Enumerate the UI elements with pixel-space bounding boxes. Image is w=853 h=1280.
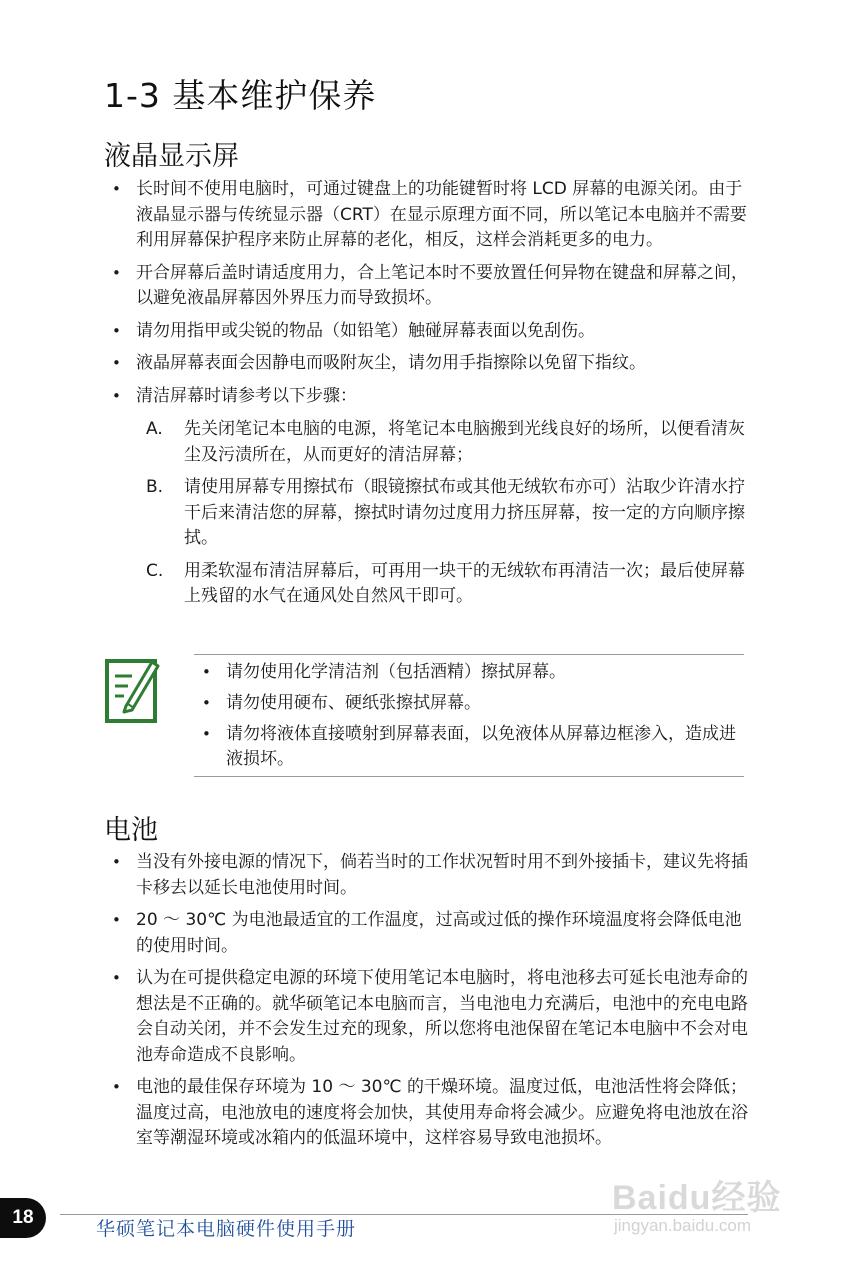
bullet-icon: • [112,969,121,987]
bullet-icon: • [202,694,211,712]
cleaning-steps-list [136,417,750,610]
page-number: 18 [0,1198,46,1238]
lcd-bullet-list [110,177,750,617]
list-item-text: 当没有外接电源的情况下，倘若当时的工作状况暂时用不到外接插卡，建议先将插卡移去以延长电池使用时间。 [136,852,748,898]
battery-section-heading: 电池 [104,815,158,846]
list-item [200,660,748,685]
list-item-text: 请勿使用硬布、硬纸张擦拭屏幕。 [226,693,481,713]
bullet-icon: • [112,853,121,871]
list-item [110,850,750,901]
list-item [200,691,748,716]
bullet-icon: • [202,663,211,681]
list-item-text: 请勿用指甲或尖锐的物品（如铅笔）触碰屏幕表面以免刮伤。 [136,320,595,341]
bullet-icon: • [202,725,211,743]
list-item [110,1075,750,1152]
list-item [110,908,750,959]
list-item [110,319,750,345]
bullet-icon: • [112,321,121,340]
baidu-watermark [612,1170,812,1260]
step-text: 请使用屏幕专用擦拭布（眼镜擦拭布或其他无绒软布亦可）沾取少许清水拧干后来清洁您的屏幕，擦拭时请勿过度用力挤压屏幕，按一定的方向顺序擦拭。 [184,477,745,548]
note-list [200,660,748,778]
list-item [110,351,750,377]
list-item-text: 请勿将液体直接喷射到屏幕表面，以免液体从屏幕边框渗入，造成进液损坏。 [226,724,736,769]
list-item-text: 请勿使用化学清洁剂（包括酒精）擦拭屏幕。 [226,662,566,682]
bullet-icon: • [112,911,121,929]
step-item [136,559,750,610]
list-item [200,722,748,772]
note-top-divider [194,654,744,655]
step-letter: B. [146,477,164,497]
footer-title: 华硕笔记本电脑硬件使用手册 [96,1218,357,1240]
bullet-icon: • [112,354,121,372]
step-text: 用柔软湿布清洁屏幕后，可再用一块干的无绒软布再清洁一次；最后使屏幕上残留的水气在通风处自然风干即可。 [184,560,745,606]
bullet-icon: • [112,1078,121,1096]
battery-bullet-list [110,850,750,1159]
list-item-text: 认为在可提供稳定电源的环境下使用笔记本电脑时，将电池移去可延长电池寿命的想法是不正确的。就华硕笔记本电脑而言，当电池电力充满后，电池中的充电电路会自动关闭，并不会发生过充的现象，所以您将电池保留在笔记本电脑中不会对电池寿命造成不良影响。 [136,968,748,1065]
list-item-text: 20 ～ 30℃ 为电池最适宜的工作温度，过高或过低的操作环境温度将会降低电池的使用时间。 [136,910,742,956]
bullet-icon: • [112,180,121,198]
watermark-url: jingyan.baidu.com [614,1216,752,1235]
note-bottom-divider [194,776,744,777]
list-item [110,384,750,610]
bullet-icon: • [112,386,121,405]
page-title: 1-3 基本维护保养 [104,76,377,115]
bullet-icon: • [112,263,121,282]
note-box [102,654,744,778]
step-item [136,475,750,552]
step-item [136,417,750,468]
list-item-text: 开合屏幕后盖时请适度用力，合上笔记本时不要放置任何异物在键盘和屏幕之间，以避免液晶屏幕因外界压力而导致损坏。 [136,262,748,308]
list-item-text: 电池的最佳保存环境为 10 ～ 30℃ 的干燥环境。温度过低，电池活性将会降低；温度过高，电池放电的速度将会加快，其使用寿命将会减少。应避免将电池放在浴室等潮湿环境或冰箱内的低温环境中，这样容易导致电池损坏。 [136,1077,748,1148]
list-item-text: 液晶屏幕表面会因静电而吸附灰尘，请勿用手指擦除以免留下指纹。 [136,353,646,373]
step-letter: C. [146,560,164,581]
list-item-text: 长时间不使用电脑时，可通过键盘上的功能键暂时将 LCD 屏幕的电源关闭。由于液晶显示器与传统显示器（CRT）在显示原理方面不同，所以笔记本电脑并不需要利用屏幕保护程序来防止屏幕的老化，相反，这样会消耗更多的电力。 [136,179,747,250]
list-item [110,966,750,1068]
list-item [110,261,750,312]
step-letter: A. [146,419,163,439]
lcd-section-heading: 液晶显示屏 [104,141,239,172]
note-pencil-icon [104,656,160,724]
watermark-logo: Baidu经验 [612,1179,782,1217]
list-item-text: 清洁屏幕时请参考以下步骤： [136,385,357,406]
list-item [110,177,750,254]
step-text: 先关闭笔记本电脑的电源，将笔记本电脑搬到光线良好的场所，以便看清灰尘及污渍所在，从而更好的清洁屏幕； [184,419,745,465]
